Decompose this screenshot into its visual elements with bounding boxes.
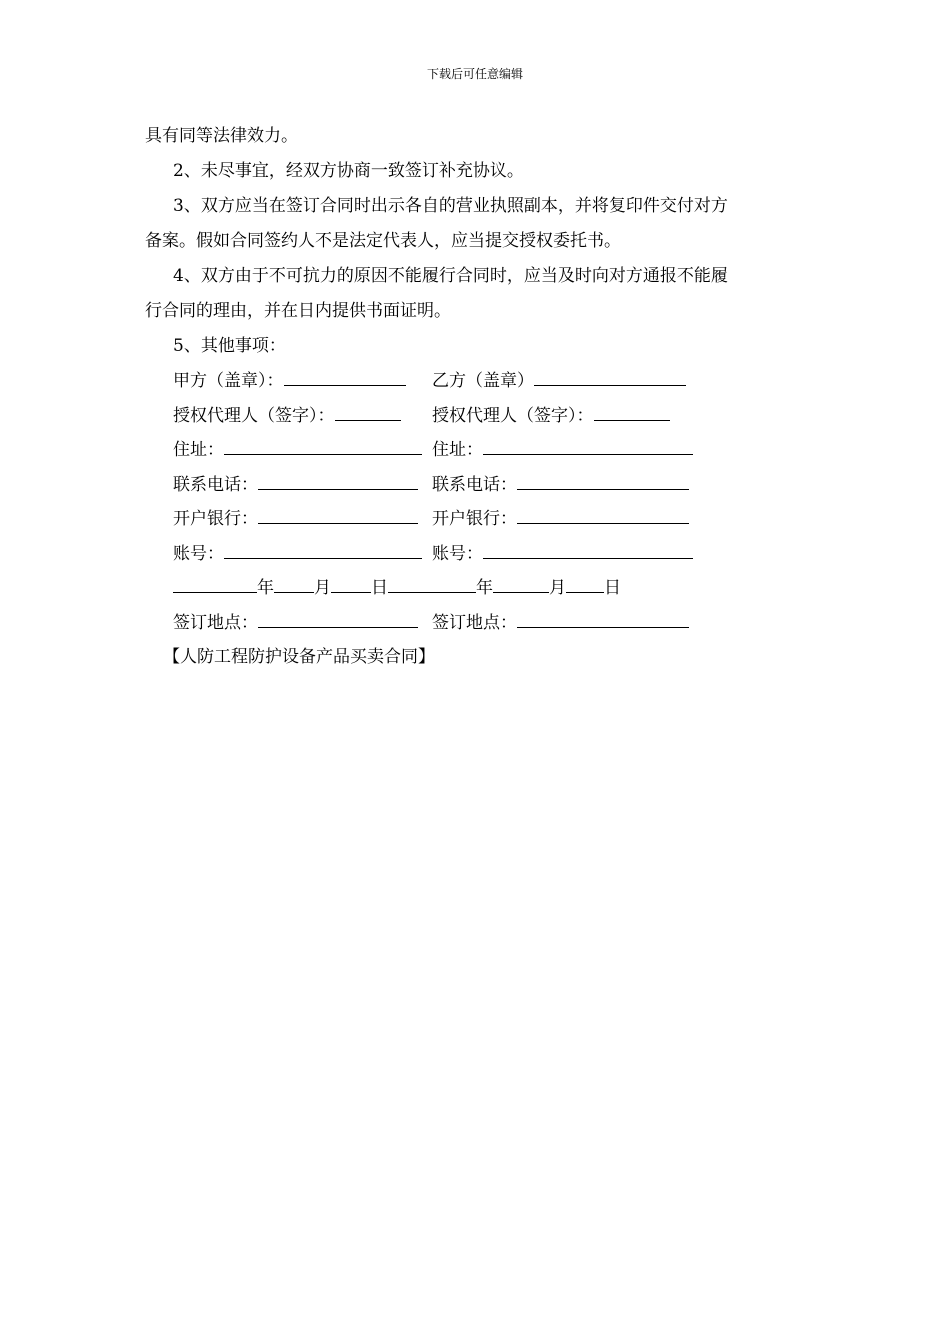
clause-3-line-1: 3、双方应当在签订合同时出示各自的营业执照副本，并将复印件交付对方: [173, 196, 728, 216]
day-b-blank[interactable]: [566, 571, 604, 593]
agent-signature-row: [145, 399, 810, 434]
agent-b-label: 授权代理人（签字）：: [432, 405, 594, 426]
account-a: [173, 537, 422, 572]
place-a-label: 签订地点：: [173, 612, 258, 633]
bank-b-label: 开户银行：: [432, 509, 517, 529]
month-b-blank[interactable]: [493, 571, 549, 593]
agent-b-blank[interactable]: [594, 399, 670, 421]
bank-b: [432, 502, 689, 537]
party-b-seal-blank[interactable]: [534, 364, 686, 386]
party-b-seal-label: 乙方（盖章）: [432, 371, 534, 391]
address-b: [432, 433, 693, 468]
bank-row: [145, 502, 810, 537]
phone-b-blank[interactable]: [517, 468, 689, 490]
address-row: [145, 433, 810, 468]
place-b-blank[interactable]: [517, 606, 689, 628]
day-a-blank[interactable]: [331, 571, 371, 593]
phone-a-label: 联系电话：: [173, 474, 258, 495]
party-a-seal-label: 甲方（盖章）：: [173, 371, 284, 391]
party-seal-row: [145, 364, 810, 399]
account-a-label: 账号：: [173, 543, 224, 564]
phone-b-label: 联系电话：: [432, 474, 517, 495]
agent-a-blank[interactable]: [335, 399, 401, 421]
place-b-label: 签订地点：: [432, 612, 517, 633]
page-header-note: 下载后可任意编辑: [426, 67, 523, 81]
year-b-blank[interactable]: [388, 571, 476, 593]
clause-3-line-2: 备案。假如合同签约人不是法定代表人，应当提交授权委托书。: [145, 231, 621, 251]
month-a-label: 月: [314, 578, 331, 598]
address-a-label: 住址：: [173, 440, 224, 460]
clause-4-line-2: 行合同的理由，并在日内提供书面证明。: [145, 301, 451, 321]
address-a: [173, 433, 422, 468]
paragraph-continuation: 具有同等法律效力。: [145, 126, 298, 146]
phone-a: [173, 468, 418, 503]
bank-a: [173, 502, 418, 537]
day-b-label: 日: [604, 578, 621, 598]
month-b-label: 月: [549, 578, 566, 598]
account-row: [145, 537, 810, 572]
party-a-seal: [173, 364, 406, 399]
address-b-label: 住址：: [432, 440, 483, 460]
contract-body: [145, 119, 810, 675]
signing-place-row: [145, 606, 810, 641]
year-a-blank[interactable]: [173, 571, 257, 593]
bank-b-blank[interactable]: [517, 502, 689, 524]
phone-b: [432, 468, 689, 503]
agent-a-label: 授权代理人（签字）：: [173, 405, 335, 426]
month-a-blank[interactable]: [274, 571, 314, 593]
year-a-label: 年: [257, 578, 274, 598]
place-b: [432, 606, 689, 641]
phone-row: [145, 468, 810, 503]
place-a-blank[interactable]: [258, 606, 418, 628]
account-b-blank[interactable]: [483, 537, 693, 559]
account-b-label: 账号：: [432, 543, 483, 564]
date-row: [145, 571, 810, 606]
bank-a-blank[interactable]: [258, 502, 418, 524]
account-a-blank[interactable]: [224, 537, 422, 559]
clause-5: 5、其他事项：: [173, 336, 286, 356]
party-a-seal-blank[interactable]: [284, 364, 406, 386]
phone-a-blank[interactable]: [258, 468, 418, 490]
clause-2: 2、未尽事宜，经双方协商一致签订补充协议。: [173, 161, 524, 181]
agent-a-signature: [173, 399, 401, 434]
document-title: 【人防工程防护设备产品买卖合同】: [163, 647, 435, 667]
agent-b-signature: [432, 399, 670, 434]
party-b-seal: [432, 364, 686, 399]
bank-a-label: 开户银行：: [173, 509, 258, 529]
address-b-blank[interactable]: [483, 433, 693, 455]
clause-4-line-1: 4、双方由于不可抗力的原因不能履行合同时，应当及时向对方通报不能履: [173, 266, 728, 286]
year-b-label: 年: [476, 578, 493, 598]
day-a-label: 日: [371, 578, 388, 598]
address-a-blank[interactable]: [224, 433, 422, 455]
place-a: [173, 606, 418, 641]
account-b: [432, 537, 693, 572]
